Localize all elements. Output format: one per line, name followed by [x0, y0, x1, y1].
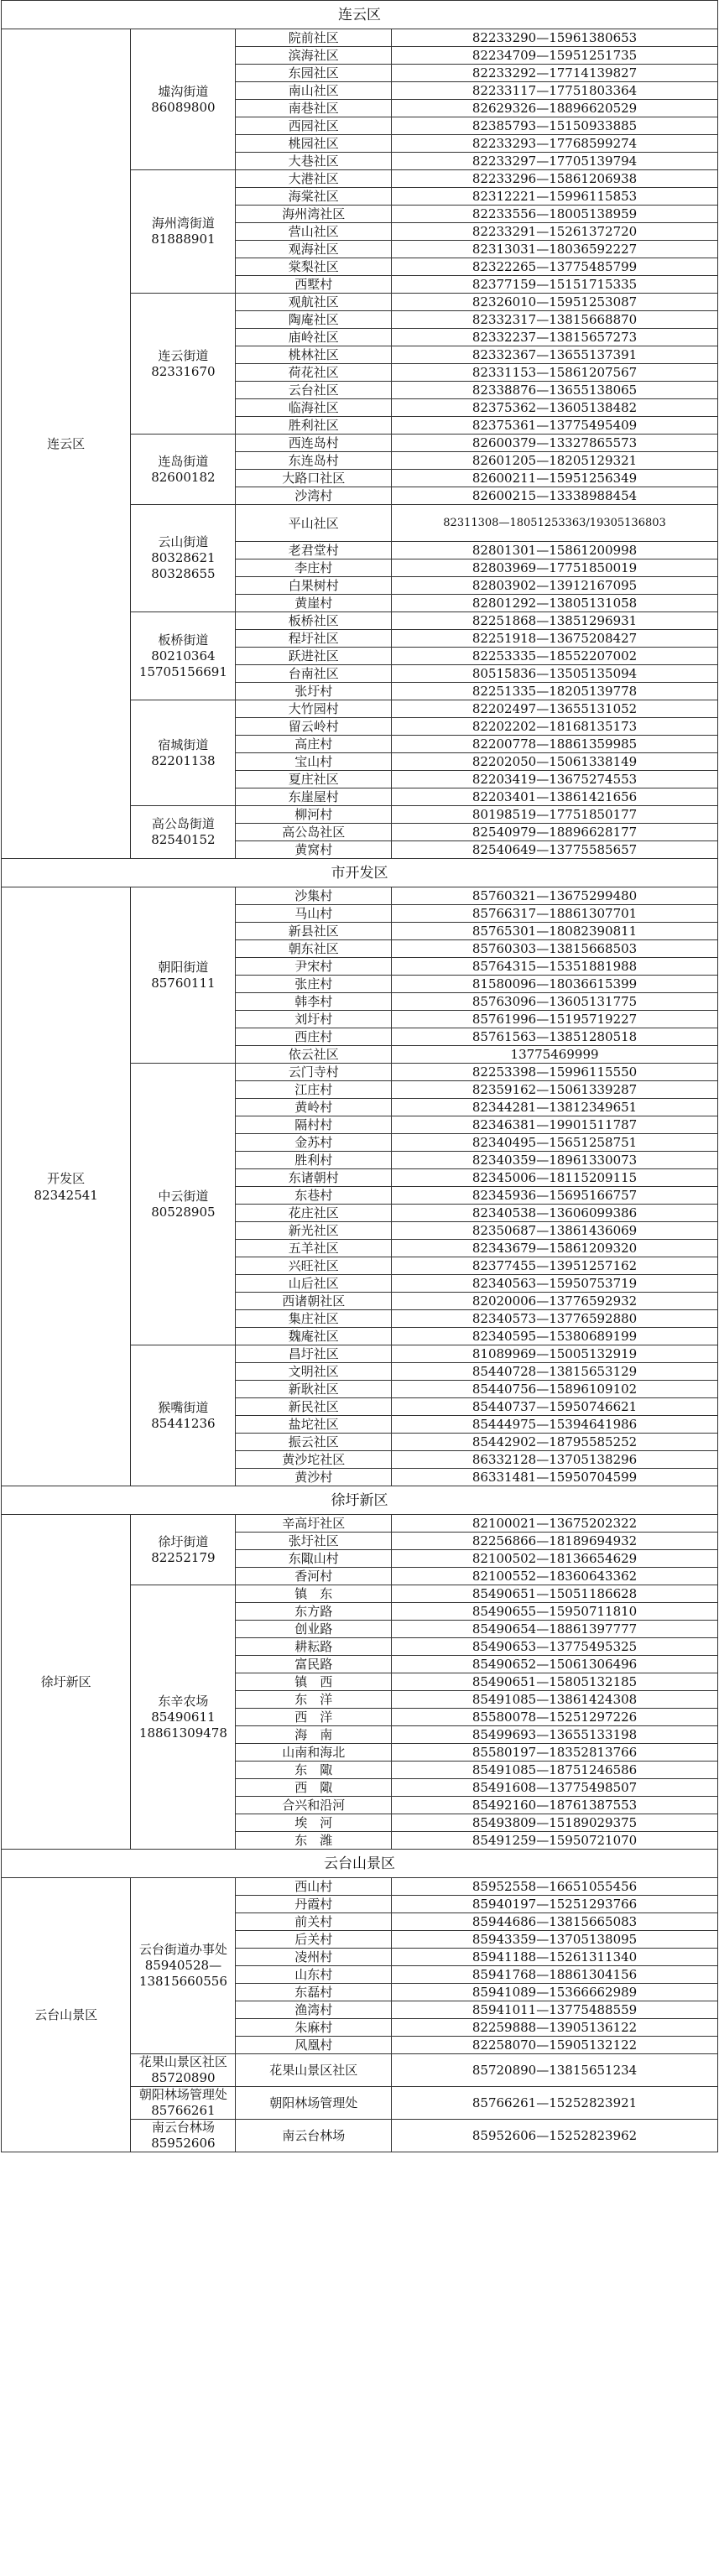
phone-number: 82100502—18136654629	[392, 1550, 718, 1568]
community-name: 黄沙村	[236, 1469, 392, 1486]
community-name: 海州湾社区	[236, 206, 392, 223]
street-cell: 连岛街道 82600182	[131, 435, 236, 505]
community-name: 观航社区	[236, 294, 392, 311]
community-name: 高公岛社区	[236, 824, 392, 841]
community-name: 马山村	[236, 905, 392, 923]
phone-number: 85444975—15394641986	[392, 1416, 718, 1434]
phone-number: 82540649—13775585657	[392, 841, 718, 859]
phone-number: 85440756—15896109102	[392, 1381, 718, 1398]
community-name: 振云社区	[236, 1434, 392, 1451]
section-title: 徐圩新区	[2, 1486, 718, 1515]
community-name: 风凰村	[236, 2037, 392, 2054]
street-cell: 云台街道办事处 85940528—13815660556	[131, 1878, 236, 2054]
street-cell: 墟沟街道 86089800	[131, 29, 236, 170]
phone-number: 82234709—15951251735	[392, 47, 718, 65]
phone-number: 82385793—15150933885	[392, 117, 718, 135]
phone-number: 82200778—18861359985	[392, 736, 718, 753]
phone-number: 82332237—13815657273	[392, 329, 718, 346]
community-name: 山后社区	[236, 1275, 392, 1293]
phone-number: 82377455—13951257162	[392, 1257, 718, 1275]
phone-number: 82233293—17768599274	[392, 135, 718, 153]
community-name: 东方路	[236, 1603, 392, 1621]
community-name: 桃林社区	[236, 346, 392, 364]
community-name: 宝山村	[236, 753, 392, 771]
phone-number: 82600215—13338988454	[392, 487, 718, 505]
phone-number: 85761563—13851280518	[392, 1028, 718, 1046]
phone-number: 82233296—15861206938	[392, 170, 718, 188]
community-name: 埃 河	[236, 1814, 392, 1832]
community-name: 云台社区	[236, 382, 392, 399]
phone-number: 85941089—15366662989	[392, 1984, 718, 2001]
phone-number: 82629326—18896620529	[392, 100, 718, 117]
phone-number: 82340563—15950753719	[392, 1275, 718, 1293]
section-title: 云台山景区	[2, 1850, 718, 1878]
street-cell: 连云街道 82331670	[131, 294, 236, 435]
community-name: 高庄村	[236, 736, 392, 753]
phone-number: 85761996—15195719227	[392, 1011, 718, 1028]
community-name: 临海社区	[236, 399, 392, 417]
community-name: 陶庵社区	[236, 311, 392, 329]
phone-number: 82345936—15695166757	[392, 1187, 718, 1205]
phone-number: 82801292—13805131058	[392, 595, 718, 612]
community-name: 西诸朝社区	[236, 1293, 392, 1310]
phone-number: 85490654—18861397777	[392, 1621, 718, 1638]
community-name: 西山村	[236, 1878, 392, 1896]
section-header-row	[2, 1486, 718, 1515]
community-name: 盐坨社区	[236, 1416, 392, 1434]
community-name: 南云台林场	[236, 2120, 392, 2152]
phone-number: 82540979—18896628177	[392, 824, 718, 841]
community-name: 南巷社区	[236, 100, 392, 117]
street-cell: 宿城街道 82201138	[131, 700, 236, 806]
phone-number: 85490652—15061306496	[392, 1656, 718, 1673]
district-cell: 云台山景区	[2, 1878, 131, 2152]
street-cell: 南云台林场85952606	[131, 2120, 236, 2152]
community-name: 东 洋	[236, 1691, 392, 1709]
community-name: 沙湾村	[236, 487, 392, 505]
community-name: 西 陬	[236, 1779, 392, 1797]
community-name: 兴旺社区	[236, 1257, 392, 1275]
community-name: 李庄村	[236, 559, 392, 577]
community-name: 花果山景区社区	[236, 2054, 392, 2087]
community-name: 富民路	[236, 1656, 392, 1673]
community-name: 桃园社区	[236, 135, 392, 153]
community-name: 文明社区	[236, 1363, 392, 1381]
phone-number: 85941011—13775488559	[392, 2001, 718, 2019]
phone-number: 85499693—13655133198	[392, 1726, 718, 1744]
community-name: 新光社区	[236, 1222, 392, 1240]
community-name: 观海社区	[236, 241, 392, 258]
street-cell: 高公岛街道 82540152	[131, 806, 236, 859]
phone-number: 85490653—13775495325	[392, 1638, 718, 1656]
community-name: 丹霞村	[236, 1896, 392, 1913]
community-name: 山东村	[236, 1966, 392, 1984]
community-name: 黄窝村	[236, 841, 392, 859]
section-header-row	[2, 1850, 718, 1878]
phone-number: 81089969—15005132919	[392, 1345, 718, 1363]
phone-number: 82345006—18115209115	[392, 1169, 718, 1187]
community-name: 东 潍	[236, 1832, 392, 1850]
community-name: 前关村	[236, 1913, 392, 1931]
phone-number: 85440728—13815653129	[392, 1363, 718, 1381]
community-name: 新耿社区	[236, 1381, 392, 1398]
community-name: 东连岛村	[236, 452, 392, 470]
community-name: 尹宋村	[236, 958, 392, 976]
phone-number: 85944686—13815665083	[392, 1913, 718, 1931]
phone-number: 85940197—15251293766	[392, 1896, 718, 1913]
phone-number: 85491085—18751246586	[392, 1762, 718, 1779]
directory-table	[1, 0, 718, 2152]
community-name: 柳河村	[236, 806, 392, 824]
community-name: 白果树村	[236, 577, 392, 595]
table-row	[2, 887, 718, 905]
phone-number: 85493809—15189029375	[392, 1814, 718, 1832]
phone-number: 85760321—13675299480	[392, 887, 718, 905]
phone-number: 82253335—18552207002	[392, 648, 718, 665]
community-name: 刘圩村	[236, 1011, 392, 1028]
community-name: 东 陬	[236, 1762, 392, 1779]
phone-number: 81580096—18036615399	[392, 976, 718, 993]
phone-number: 82202497—13655131052	[392, 700, 718, 718]
section-title: 连云区	[2, 1, 718, 29]
street-cell: 朝阳林场管理处85766261	[131, 2087, 236, 2120]
community-name: 西庄村	[236, 1028, 392, 1046]
community-name: 张圩社区	[236, 1533, 392, 1550]
community-name: 院前社区	[236, 29, 392, 47]
phone-number: 82340359—18961330073	[392, 1152, 718, 1169]
community-name: 朝阳林场管理处	[236, 2087, 392, 2120]
community-name: 西墅村	[236, 276, 392, 294]
community-name: 棠梨社区	[236, 258, 392, 276]
phone-number: 82202202—18168135173	[392, 718, 718, 736]
phone-number: 82100021—13675202322	[392, 1515, 718, 1533]
community-name: 黄崖村	[236, 595, 392, 612]
table-row	[2, 29, 718, 47]
district-cell: 连云区	[2, 29, 131, 859]
phone-number: 86332128—13705138296	[392, 1451, 718, 1469]
phone-number: 85490651—15805132185	[392, 1673, 718, 1691]
community-name: 朱麻村	[236, 2019, 392, 2037]
phone-number: 82331153—15861207567	[392, 364, 718, 382]
community-name: 台南社区	[236, 665, 392, 683]
community-name: 魏庵社区	[236, 1328, 392, 1345]
phone-number: 82020006—13776592932	[392, 1293, 718, 1310]
community-name: 张庄村	[236, 976, 392, 993]
phone-number: 82803902—13912167095	[392, 577, 718, 595]
phone-number: 82233297—17705139794	[392, 153, 718, 170]
community-name: 大路口社区	[236, 470, 392, 487]
community-name: 昌圩社区	[236, 1345, 392, 1363]
phone-number: 82340573—13776592880	[392, 1310, 718, 1328]
table-row	[2, 1878, 718, 1896]
phone-number: 85492160—18761387553	[392, 1797, 718, 1814]
community-name: 朝东社区	[236, 940, 392, 958]
phone-number: 85765301—18082390811	[392, 923, 718, 940]
phone-number: 85766317—18861307701	[392, 905, 718, 923]
phone-number: 82375361—13775495409	[392, 417, 718, 435]
phone-number: 82259888—13905136122	[392, 2019, 718, 2037]
phone-number: 85490651—15051186628	[392, 1585, 718, 1603]
street-cell: 花果山景区社区85720890	[131, 2054, 236, 2087]
community-name: 西园社区	[236, 117, 392, 135]
community-name: 留云岭村	[236, 718, 392, 736]
community-name: 镇 东	[236, 1585, 392, 1603]
district-cell: 徐圩新区	[2, 1515, 131, 1850]
community-name: 大巷社区	[236, 153, 392, 170]
community-name: 云门寺村	[236, 1064, 392, 1081]
phone-number: 85764315—15351881988	[392, 958, 718, 976]
phone-number: 85491608—13775498507	[392, 1779, 718, 1797]
phone-number: 82233117—17751803364	[392, 82, 718, 100]
community-name: 新民社区	[236, 1398, 392, 1416]
phone-number: 82340495—15651258751	[392, 1134, 718, 1152]
community-name: 海 南	[236, 1726, 392, 1744]
community-name: 东巷村	[236, 1187, 392, 1205]
phone-number: 80198519—17751850177	[392, 806, 718, 824]
street-cell: 板桥街道 80210364 15705156691	[131, 612, 236, 700]
phone-number: 82350687—13861436069	[392, 1222, 718, 1240]
phone-number: 85760303—13815668503	[392, 940, 718, 958]
phone-number: 80515836—13505135094	[392, 665, 718, 683]
phone-number: 85766261—15252823921	[392, 2087, 718, 2120]
community-name: 凌州村	[236, 1949, 392, 1966]
community-name: 镇 西	[236, 1673, 392, 1691]
phone-number: 85440737—15950746621	[392, 1398, 718, 1416]
community-name: 夏庄社区	[236, 771, 392, 788]
community-name: 营山社区	[236, 223, 392, 241]
community-name: 黄沙坨社区	[236, 1451, 392, 1469]
community-name: 东诸朝村	[236, 1169, 392, 1187]
community-name: 胜利社区	[236, 417, 392, 435]
phone-number: 82340595—15380689199	[392, 1328, 718, 1345]
phone-number: 82344281—13812349651	[392, 1099, 718, 1116]
community-name: 胜利村	[236, 1152, 392, 1169]
phone-number: 82600379—13327865573	[392, 435, 718, 452]
phone-number: 85720890—13815651234	[392, 2054, 718, 2087]
community-name: 依云社区	[236, 1046, 392, 1064]
phone-number: 85442902—18795585252	[392, 1434, 718, 1451]
district-cell: 开发区 82342541	[2, 887, 131, 1486]
community-name: 沙集村	[236, 887, 392, 905]
phone-number: 85941768—18861304156	[392, 1966, 718, 1984]
community-name: 滨海社区	[236, 47, 392, 65]
phone-number: 82256866—18189694932	[392, 1533, 718, 1550]
phone-number: 85580197—18352813766	[392, 1744, 718, 1762]
phone-number: 82233290—15961380653	[392, 29, 718, 47]
phone-number: 82313031—18036592227	[392, 241, 718, 258]
community-name: 平山社区	[236, 505, 392, 542]
community-name: 后关村	[236, 1931, 392, 1949]
community-name: 集庄社区	[236, 1310, 392, 1328]
phone-number: 85580078—15251297226	[392, 1709, 718, 1726]
phone-number: 82601205—18205129321	[392, 452, 718, 470]
phone-number: 85941188—15261311340	[392, 1949, 718, 1966]
phone-number: 82203401—13861421656	[392, 788, 718, 806]
section-title: 市开发区	[2, 859, 718, 887]
street-cell: 中云街道 80528905	[131, 1064, 236, 1345]
community-name: 辛高圩社区	[236, 1515, 392, 1533]
community-name: 西 洋	[236, 1709, 392, 1726]
phone-number: 82233292—17714139827	[392, 65, 718, 82]
community-name: 南山社区	[236, 82, 392, 100]
phone-number: 82322265—13775485799	[392, 258, 718, 276]
phone-number: 82251918—13675208427	[392, 630, 718, 648]
phone-number: 82326010—15951253087	[392, 294, 718, 311]
community-name: 荷花社区	[236, 364, 392, 382]
community-name: 东磊村	[236, 1984, 392, 2001]
community-name: 隔村村	[236, 1116, 392, 1134]
community-name: 西连岛村	[236, 435, 392, 452]
phone-number: 82251335—18205139778	[392, 683, 718, 700]
phone-number: 82343679—15861209320	[392, 1240, 718, 1257]
phone-number: 82801301—15861200998	[392, 542, 718, 559]
phone-number: 82251868—13851296931	[392, 612, 718, 630]
phone-number: 82600211—15951256349	[392, 470, 718, 487]
community-name: 耕耘路	[236, 1638, 392, 1656]
community-name: 程圩社区	[236, 630, 392, 648]
community-name: 创业路	[236, 1621, 392, 1638]
community-name: 韩李村	[236, 993, 392, 1011]
community-name: 山南和海北	[236, 1744, 392, 1762]
community-name: 大竹园村	[236, 700, 392, 718]
phone-number: 86331481—15950704599	[392, 1469, 718, 1486]
community-name: 老君堂村	[236, 542, 392, 559]
community-name: 东陬山村	[236, 1550, 392, 1568]
community-name: 跃进社区	[236, 648, 392, 665]
phone-number: 85490655—15950711810	[392, 1603, 718, 1621]
phone-number: 82803969—17751850019	[392, 559, 718, 577]
section-header-row	[2, 1, 718, 29]
phone-number: 82203419—13675274553	[392, 771, 718, 788]
phone-number: 85491259—15950721070	[392, 1832, 718, 1850]
phone-number: 82346381—19901511787	[392, 1116, 718, 1134]
community-name: 合兴和沿河	[236, 1797, 392, 1814]
phone-number: 82253398—15996115550	[392, 1064, 718, 1081]
community-name: 东园社区	[236, 65, 392, 82]
street-cell: 朝阳街道 85760111	[131, 887, 236, 1064]
phone-number: 82340538—13606099386	[392, 1205, 718, 1222]
phone-number: 82233556—18005138959	[392, 206, 718, 223]
street-cell: 海州湾街道 81888901	[131, 170, 236, 294]
phone-number: 85952558—16651055456	[392, 1878, 718, 1896]
phone-number: 85952606—15252823962	[392, 2120, 718, 2152]
community-name: 板桥社区	[236, 612, 392, 630]
community-name: 海棠社区	[236, 188, 392, 206]
community-name: 江庄村	[236, 1081, 392, 1099]
community-name: 金苏村	[236, 1134, 392, 1152]
phone-number: 82377159—15151715335	[392, 276, 718, 294]
phone-number: 82258070—15905132122	[392, 2037, 718, 2054]
phone-number: 85763096—13605131775	[392, 993, 718, 1011]
phone-number: 82338876—13655138065	[392, 382, 718, 399]
community-name: 东崖屋村	[236, 788, 392, 806]
phone-number: 82375362—13605138482	[392, 399, 718, 417]
community-name: 庙岭社区	[236, 329, 392, 346]
street-cell: 东辛农场 85490611 18861309478	[131, 1585, 236, 1850]
phone-number: 13775469999	[392, 1046, 718, 1064]
phone-number: 82202050—15061338149	[392, 753, 718, 771]
phone-number: 82311308—18051253363/19305136803	[392, 505, 718, 542]
phone-number: 82332367—13655137391	[392, 346, 718, 364]
table-row	[2, 1515, 718, 1533]
section-header-row	[2, 859, 718, 887]
phone-number: 82312221—15996115853	[392, 188, 718, 206]
community-name: 花庄社区	[236, 1205, 392, 1222]
community-name: 香河村	[236, 1568, 392, 1585]
phone-number: 82359162—15061339287	[392, 1081, 718, 1099]
community-name: 渔湾村	[236, 2001, 392, 2019]
street-cell: 徐圩街道 82252179	[131, 1515, 236, 1585]
phone-number: 82233291—15261372720	[392, 223, 718, 241]
community-name: 黄岭村	[236, 1099, 392, 1116]
community-name: 张圩村	[236, 683, 392, 700]
phone-number: 85943359—13705138095	[392, 1931, 718, 1949]
phone-number: 82100552—18360643362	[392, 1568, 718, 1585]
street-cell: 猴嘴街道 85441236	[131, 1345, 236, 1486]
community-name: 新县社区	[236, 923, 392, 940]
phone-number: 82332317—13815668870	[392, 311, 718, 329]
community-name: 五羊社区	[236, 1240, 392, 1257]
community-name: 大港社区	[236, 170, 392, 188]
phone-number: 85491085—13861424308	[392, 1691, 718, 1709]
street-cell: 云山街道 80328621 80328655	[131, 505, 236, 612]
